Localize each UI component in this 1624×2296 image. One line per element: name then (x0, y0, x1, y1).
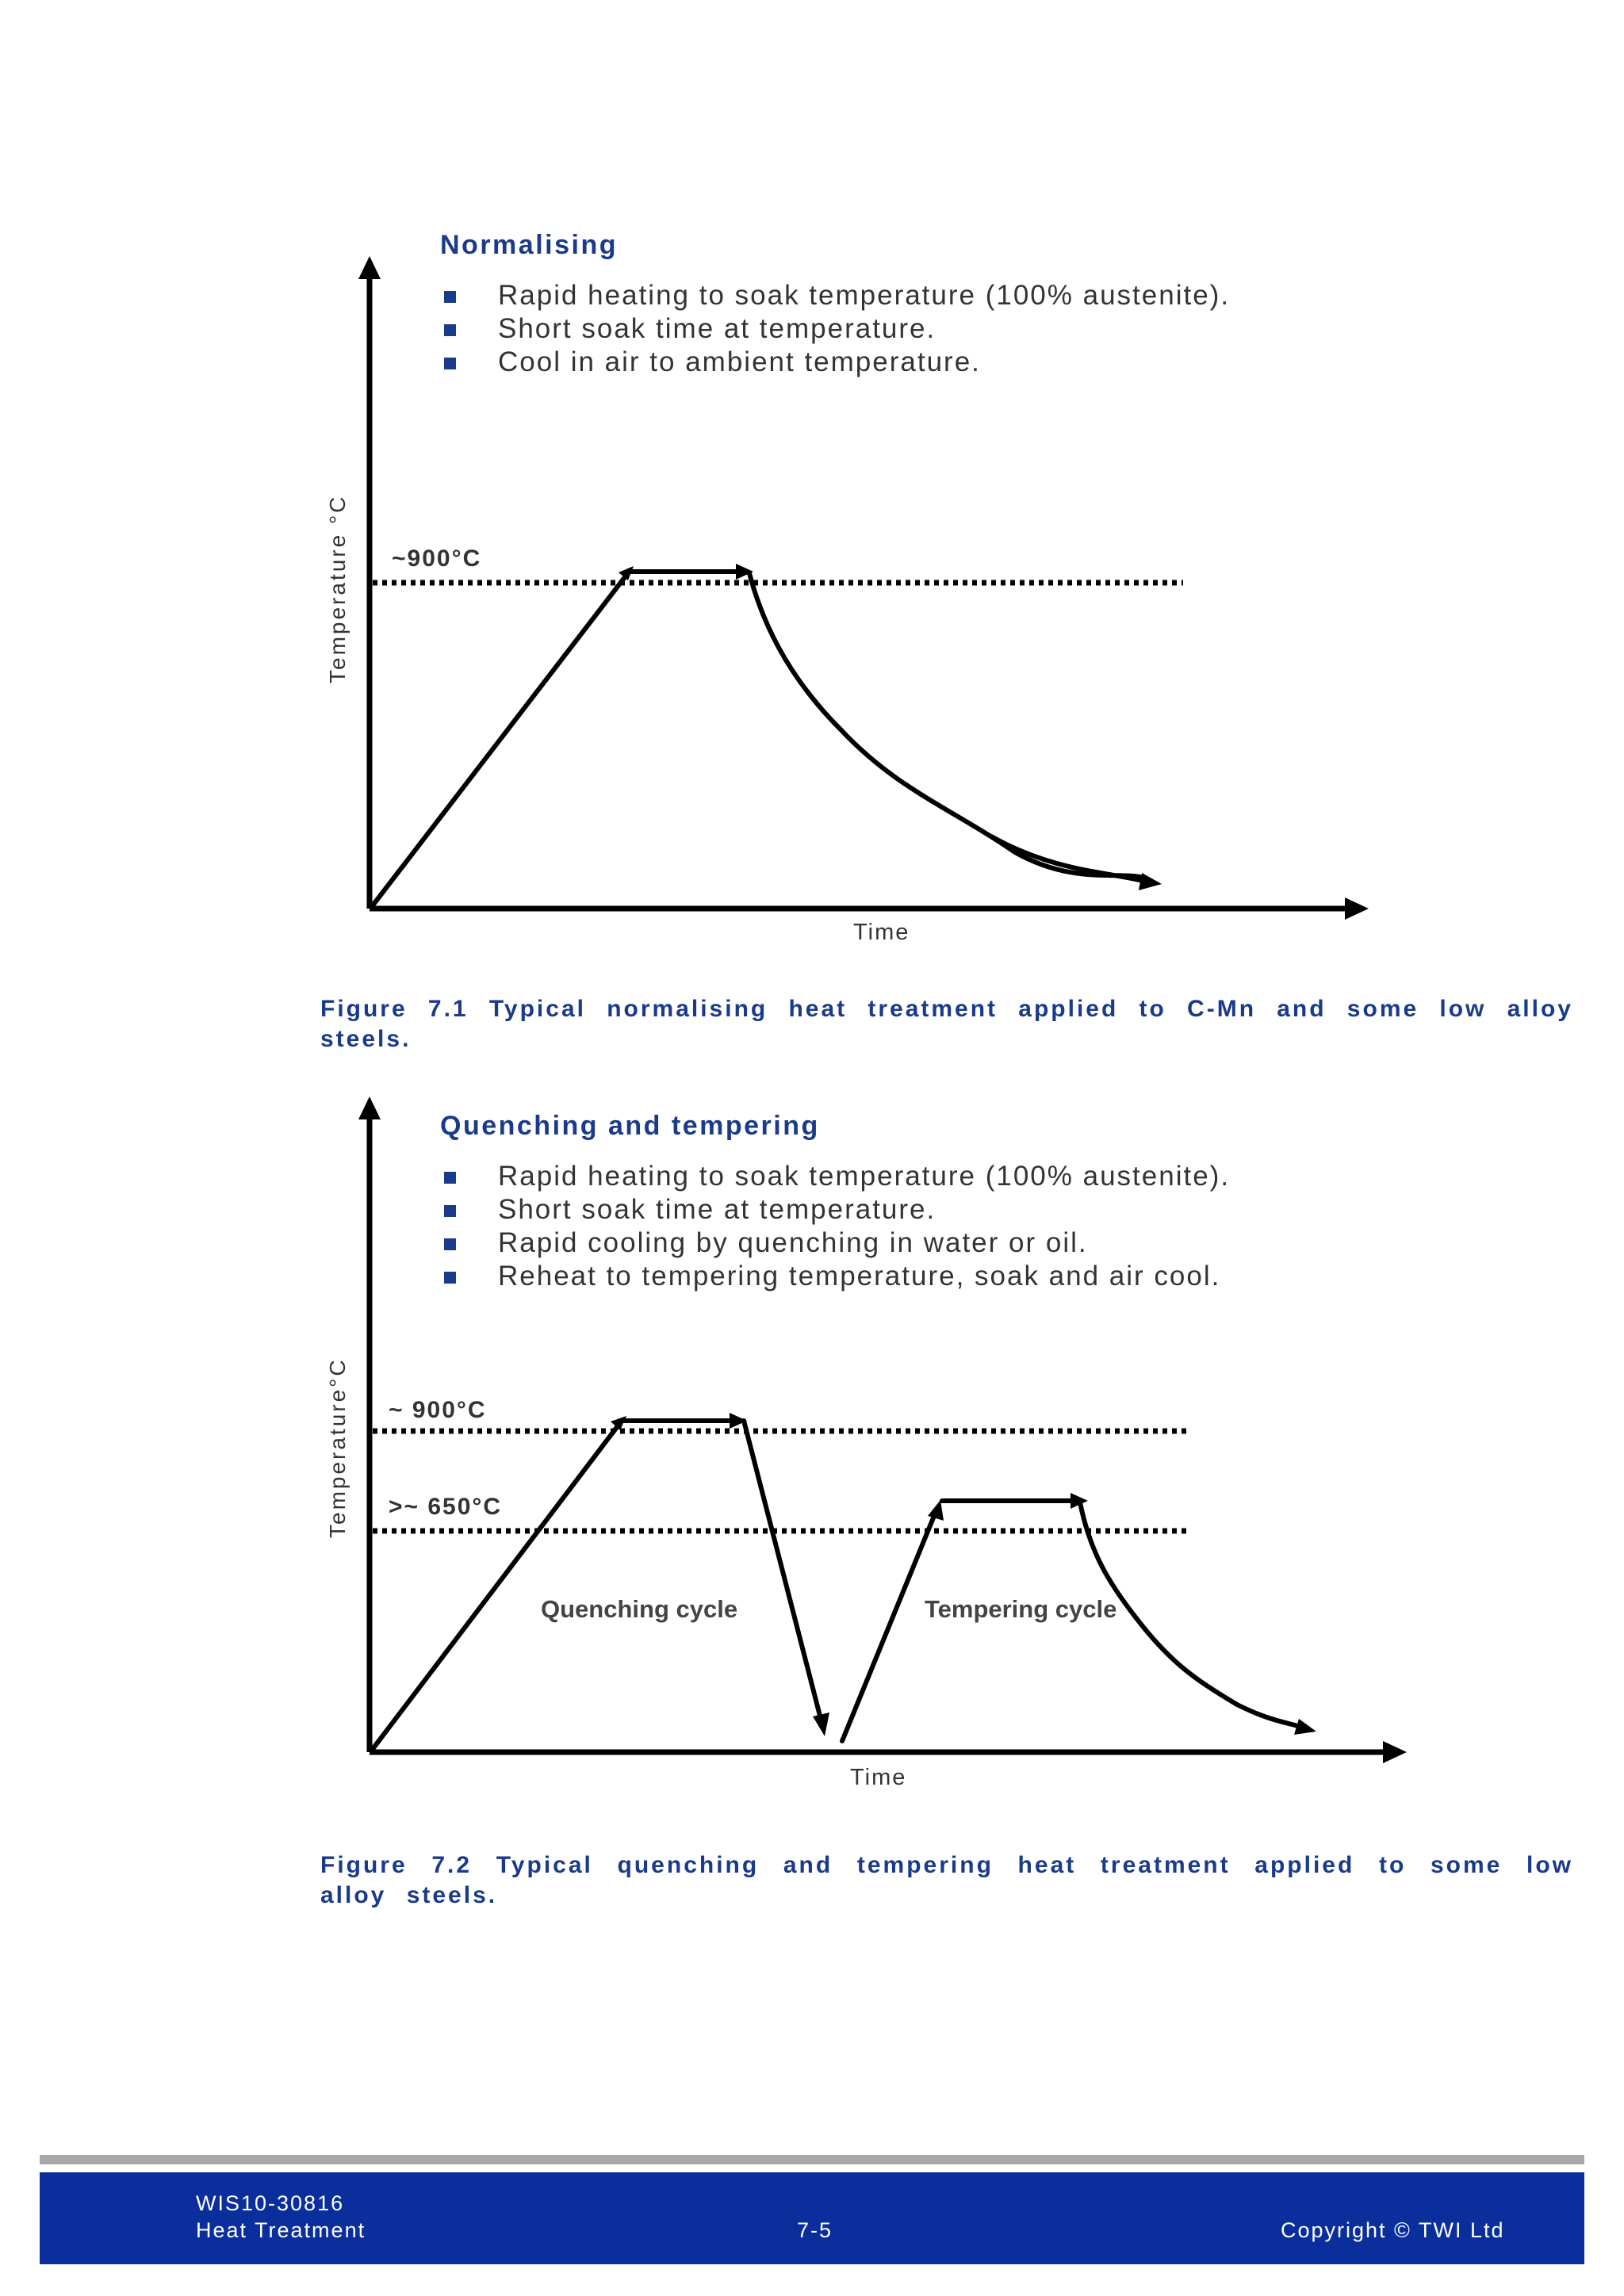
y-axis-label: Temperature°C (325, 1357, 350, 1538)
temper-cool-arrowhead (1294, 1719, 1316, 1735)
x-axis-label: Time (853, 920, 910, 945)
bullet-square-icon (444, 1172, 456, 1184)
doc-code: WIS10-30816 (196, 2191, 345, 2215)
bullet-square-icon (444, 1272, 456, 1284)
section-name: Heat Treatment (196, 2218, 366, 2242)
quench-temper-title: Quenching and tempering (440, 1111, 820, 1141)
normalising-title: Normalising (440, 230, 618, 260)
tempering-cycle-label: Tempering cycle (925, 1595, 1117, 1623)
footer-rule (40, 2155, 1584, 2164)
y-axis-arrowhead (358, 1096, 381, 1119)
quench-drop-arrowhead (813, 1712, 829, 1736)
list-item: Rapid cooling by quenching in water or oil. (440, 1226, 1230, 1260)
footer-bar (40, 2172, 1584, 2264)
figure-caption: Figure 7.2 Typical quenching and tempering heat treatment applied to some low alloy steels. (320, 1852, 1573, 1908)
list-item: Short soak time at temperature. (440, 312, 1230, 346)
bullet-square-icon (444, 1238, 456, 1250)
heating-ramp (373, 1427, 617, 1749)
y-axis-label: Temperature °C (325, 494, 350, 683)
x-axis-label: Time (850, 1765, 907, 1790)
list-item: Cool in air to ambient temperature. (440, 346, 1230, 379)
list-item: Rapid heating to soak temperature (100% austenite). (440, 1160, 1230, 1193)
page-number: 7-5 (797, 2218, 833, 2242)
x-axis-arrowhead (1383, 1741, 1407, 1763)
quenching-cycle-label: Quenching cycle (541, 1595, 738, 1623)
list-item: Short soak time at temperature. (440, 1193, 1230, 1226)
copyright: Copyright © TWI Ltd (1281, 2218, 1505, 2242)
temp-label-900: ~900°C (392, 545, 482, 572)
quench-drop (744, 1421, 821, 1719)
quench-temper-bullets (440, 1160, 1230, 1293)
reheat-ramp-arrowhead (928, 1500, 944, 1521)
reheat-ramp (842, 1516, 934, 1741)
list-item: Rapid heating to soak temperature (100% austenite). (440, 279, 1230, 312)
figure-caption: Figure 7.1 Typical normalising heat treatment applied to C-Mn and some low alloy steels. (320, 996, 1573, 1052)
temp-label-900: ~ 900°C (389, 1397, 487, 1423)
list-item: Reheat to tempering temperature, soak and air cool. (440, 1260, 1230, 1293)
bullet-square-icon (444, 1205, 456, 1217)
temp-label-650: >~ 650°C (389, 1494, 503, 1520)
